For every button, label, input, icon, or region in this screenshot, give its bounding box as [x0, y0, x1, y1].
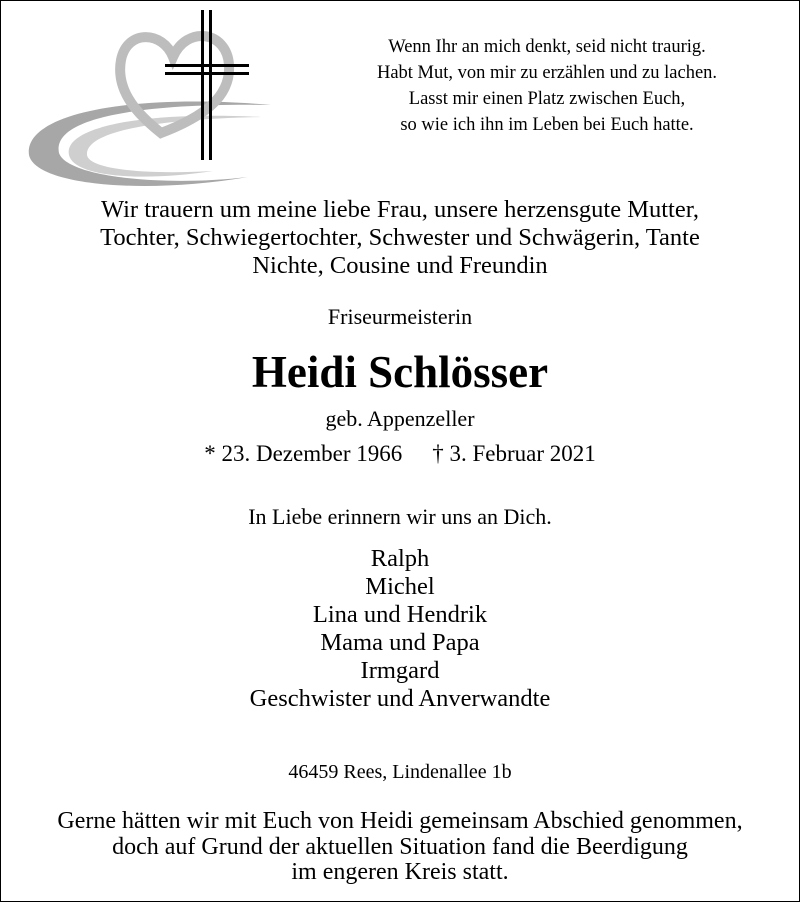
closing-line: im engeren Kreis statt.	[291, 859, 509, 885]
mourner: Michel	[365, 573, 435, 600]
mourner: Irmgard	[360, 657, 440, 684]
intro-line: Wir trauern um meine liebe Frau, unsere herzensgute Mutter,	[100, 196, 700, 223]
death-date: † 3. Februar 2021	[432, 441, 596, 466]
deceased-name: Heidi Schlösser	[251, 347, 549, 397]
mourning-intro	[1, 196, 799, 280]
intro-line: Nichte, Cousine und Freundin	[252, 252, 548, 279]
mourner: Geschwister und Anverwandte	[249, 685, 551, 712]
poem-line: Wenn Ihr an mich denkt, seid nicht traurig.	[388, 37, 706, 57]
swoosh-inner	[69, 116, 261, 177]
mourner: Mama und Papa	[320, 629, 480, 656]
closing-line: doch auf Grund der aktuellen Situation fand die Beerdigung	[112, 833, 688, 860]
life-dates	[1, 441, 799, 467]
intro-line: Tochter, Schwiegertochter, Schwester und Schwägerin, Tante	[100, 224, 700, 251]
poem	[341, 34, 753, 138]
address: 46459 Rees, Lindenallee 1b	[288, 761, 512, 783]
heart-cross-emblem-icon	[23, 5, 273, 195]
maiden-name: geb. Appenzeller	[325, 406, 475, 431]
closing-line: Gerne hätten wir mit Euch von Heidi gemeinsam Abschied genommen,	[57, 808, 743, 834]
poem-line: Habt Mut, von mir zu erzählen und zu lachen.	[376, 63, 718, 83]
profession: Friseurmeisterin	[327, 304, 473, 329]
mourner: Lina und Hendrik	[312, 601, 488, 628]
remembrance-text: In Liebe erinnern wir uns an Dich.	[248, 504, 552, 529]
mourner: Ralph	[370, 545, 430, 572]
mourners-list	[1, 545, 799, 713]
poem-line: so wie ich ihn im Leben bei Euch hatte.	[400, 115, 694, 135]
closing-note	[1, 809, 799, 886]
poem-line: Lasst mir einen Platz zwischen Euch,	[408, 89, 686, 109]
birth-date: * 23. Dezember 1966	[204, 441, 403, 466]
